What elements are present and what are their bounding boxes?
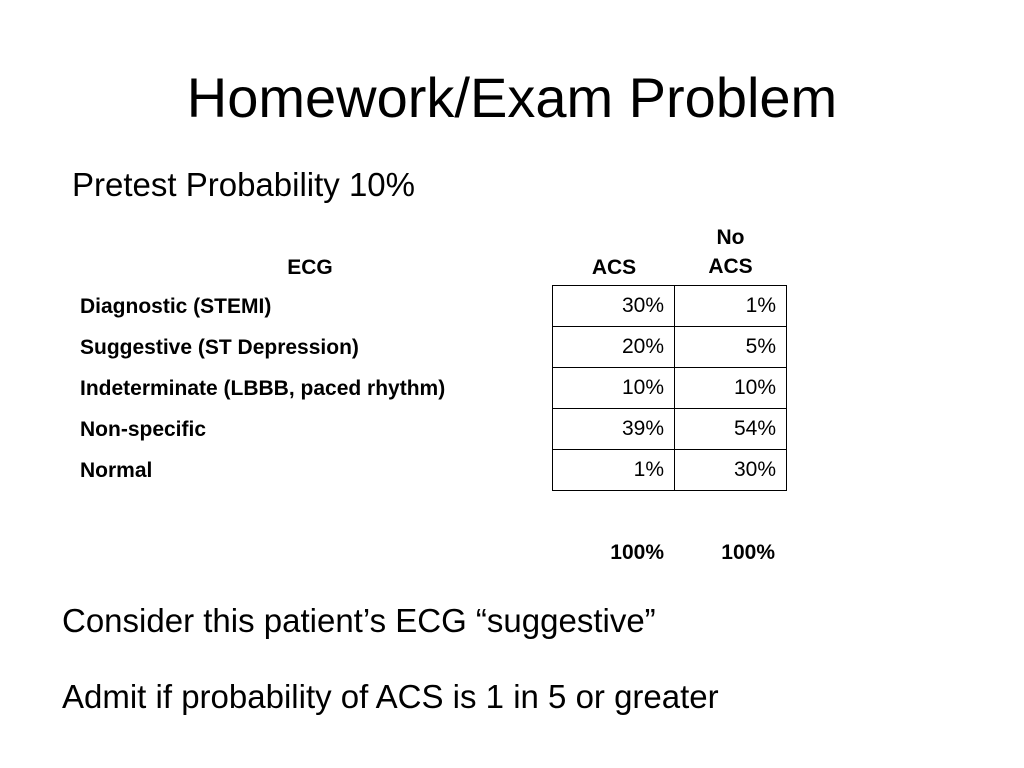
header-acs: ACS xyxy=(591,256,637,279)
cell-no-acs: 5% xyxy=(675,327,787,368)
cell-acs: 30% xyxy=(553,286,675,327)
cell-no-acs: 10% xyxy=(675,368,787,409)
table-row xyxy=(553,368,787,409)
slide-title: Homework/Exam Problem xyxy=(186,66,838,129)
row-label-suggestive: Suggestive (ST Depression) xyxy=(80,336,359,359)
cell-acs: 39% xyxy=(553,409,675,450)
row-label-indeterminate: Indeterminate (LBBB, paced rhythm) xyxy=(80,377,446,400)
note-consider-ecg: Consider this patient’s ECG “suggestive” xyxy=(62,602,656,639)
note-admit-threshold: Admit if probability of ACS is 1 in 5 or greater xyxy=(62,678,719,715)
pretest-probability: Pretest Probability 10% xyxy=(72,166,416,203)
cell-acs: 10% xyxy=(553,368,675,409)
table-row xyxy=(553,409,787,450)
total-acs: 100% xyxy=(610,541,664,564)
row-label-diagnostic: Diagnostic (STEMI) xyxy=(80,295,272,318)
cell-no-acs: 1% xyxy=(675,286,787,327)
total-no-acs: 100% xyxy=(721,541,775,564)
cell-no-acs: 54% xyxy=(675,409,787,450)
header-ecg: ECG xyxy=(287,256,333,279)
header-no-acs-line1: No xyxy=(716,226,745,249)
cell-acs: 1% xyxy=(553,450,675,491)
cell-acs: 20% xyxy=(553,327,675,368)
probability-table xyxy=(552,285,787,491)
header-no-acs xyxy=(675,223,786,281)
table-row xyxy=(553,450,787,491)
table-row xyxy=(553,327,787,368)
cell-no-acs: 30% xyxy=(675,450,787,491)
header-no-acs-line2: ACS xyxy=(708,255,753,278)
table-row xyxy=(553,286,787,327)
row-label-non-specific: Non-specific xyxy=(80,418,207,441)
row-label-normal: Normal xyxy=(80,459,153,482)
